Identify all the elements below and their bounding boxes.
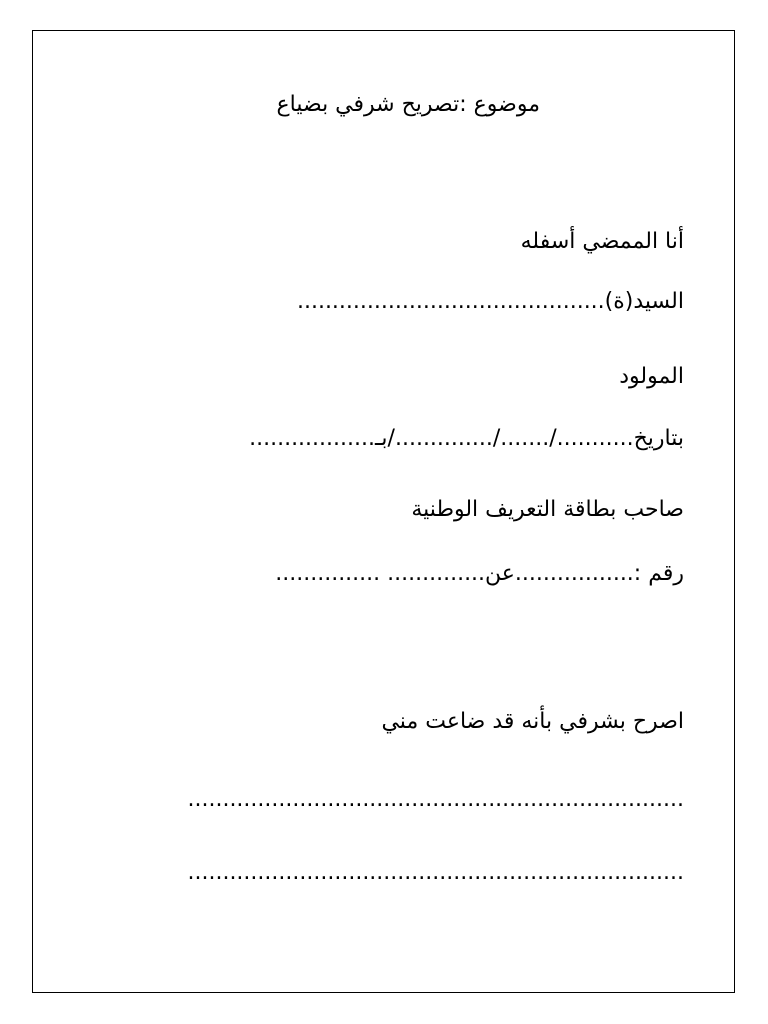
name-field-line: السيد(ة)............................................ — [296, 289, 684, 314]
born-line: المولود — [619, 364, 684, 389]
dotted-line-2: ....................................................................... — [187, 860, 684, 885]
id-number-line: رقم :.................عن.............. ............... — [275, 561, 684, 586]
declaration-line: اصرح بشرفي بأنه قد ضاعت مني — [381, 709, 684, 734]
birth-date-place-line: بتاريخ.........../......./............../بـ.................. — [249, 426, 684, 451]
id-card-holder-line: صاحب بطاقة التعريف الوطنية — [411, 497, 684, 522]
document-subject: موضوع :تصريح شرفي بضياع — [276, 92, 540, 117]
dotted-line-1: ....................................................................... — [187, 787, 684, 812]
undersigned-line: أنا الممضي أسفله — [520, 229, 684, 254]
